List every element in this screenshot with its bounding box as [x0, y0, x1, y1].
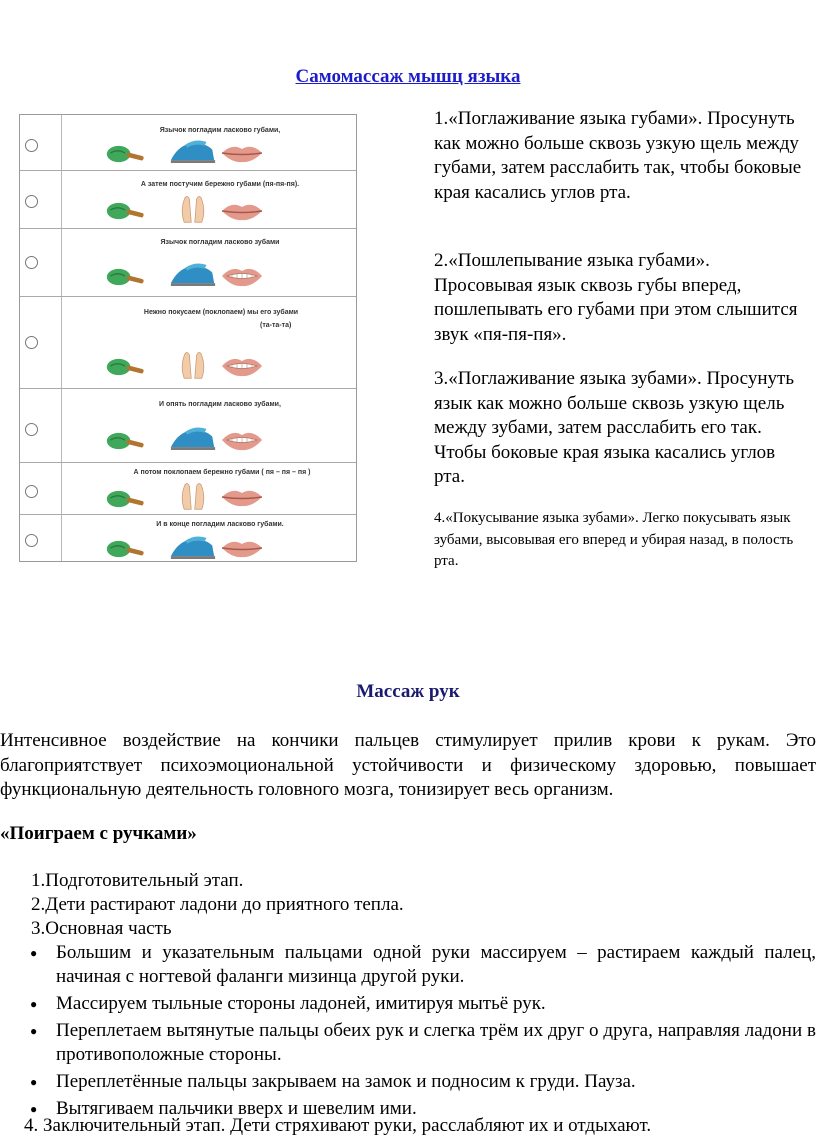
- row-caption: А потом поклопаем бережно губами ( пя – пя – пя ): [133, 469, 311, 476]
- exercise-row: [20, 515, 356, 561]
- step-item: 3.Основная часть: [31, 918, 172, 939]
- exercise-description: 2.«Пошлепывание языка губами». Просовывая язык сквозь губы вперед, пошлепывать его губами при этом слышится звук «пя-пя-пя».: [434, 250, 798, 345]
- bullet-icon: ●: [30, 1024, 38, 1038]
- exercise-row: [20, 229, 356, 297]
- exercise-description: 3.«Поглаживание языка зубами». Просунуть язык как можно больше сквозь узкую щель между зубами, затем расслабить его так. Чтобы боковые края языка касались углов рта.: [434, 368, 794, 487]
- list-item: [0, 1019, 816, 1067]
- tongue-icon: [104, 267, 146, 287]
- tongue-icon: [104, 431, 146, 451]
- hands-icon: [178, 349, 208, 381]
- section-title-tongue-massage: Самомассаж мышц языка: [295, 66, 521, 87]
- row-caption: Язычок погладим ласково зубами: [160, 239, 280, 246]
- list-item: [0, 992, 816, 1016]
- bullet-icon: ●: [30, 1102, 38, 1116]
- exercise-bullet-list: [0, 941, 816, 1124]
- lips-icon: [220, 486, 264, 508]
- lips-icon: [220, 142, 264, 164]
- checkbox-circle: [25, 423, 38, 436]
- exercise-row: [20, 115, 356, 171]
- checkbox-circle: [25, 485, 38, 498]
- checkbox-circle: [25, 256, 38, 269]
- tongue-icon: [104, 539, 146, 559]
- tongue-icon: [104, 357, 146, 377]
- step-item: 2.Дети растирают ладони до приятного тепла.: [31, 894, 404, 915]
- bullet-text: Вытягиваем пальчики вверх и шевелим ими.: [56, 1098, 417, 1119]
- exercise-illustration: [19, 114, 357, 562]
- teeth-icon: [220, 265, 264, 287]
- row-caption: А затем постучим бережно губами (пя-пя-пя).: [140, 181, 300, 188]
- checkbox-circle: [25, 195, 38, 208]
- checkbox-circle: [25, 139, 38, 152]
- iron-icon: [168, 260, 218, 287]
- tongue-icon: [104, 144, 146, 164]
- bullet-text: Переплетённые пальцы закрываем на замок и подносим к груди. Пауза.: [56, 1071, 636, 1092]
- section-title-hand-massage: Массаж рук: [356, 681, 460, 702]
- list-item: [0, 941, 816, 989]
- iron-icon: [168, 424, 218, 451]
- exercise-row: [20, 171, 356, 229]
- checkbox-circle: [25, 336, 38, 349]
- row-caption-sub: (та-та-та): [260, 322, 292, 329]
- exercise-description: 1.«Поглаживание языка губами». Просунуть как можно больше сквозь узкую щель между губами, затем расслабить так, чтобы боковые края касались углов рта.: [434, 108, 802, 203]
- list-item: [0, 1070, 816, 1094]
- tongue-icon: [104, 489, 146, 509]
- hands-icon: [178, 193, 208, 225]
- teeth-icon: [220, 429, 264, 451]
- checkbox-circle: [25, 534, 38, 547]
- iron-icon: [168, 137, 218, 164]
- hands-icon: [178, 480, 208, 512]
- bullet-text: Большим и указательным пальцами одной руки массируем – растираем каждый палец, начиная с ногтевой фаланги мизинца другой руки.: [56, 942, 816, 987]
- teeth-icon: [220, 355, 264, 377]
- lips-icon: [220, 200, 264, 222]
- exercise-row: [20, 297, 356, 389]
- game-subheading: «Поиграем с ручками»: [0, 823, 197, 844]
- iron-icon: [168, 533, 218, 560]
- exercise-description: 4.«Покусывание языка зубами». Легко покусывать язык зубами, высовывая его вперед и убирая назад, в полость рта.: [434, 510, 794, 569]
- row-caption: И в конце погладим ласково губами.: [156, 521, 284, 528]
- row-caption: Нежно покусаем (поклопаем) мы его зубами: [143, 309, 299, 316]
- bullet-text: Переплетаем вытянутые пальцы обеих рук и слегка трём их друг о друга, направляя ладони в противоположные стороны.: [56, 1020, 816, 1065]
- exercise-row: [20, 389, 356, 463]
- bullet-icon: ●: [30, 946, 38, 960]
- exercise-row: [20, 463, 356, 515]
- bullet-icon: ●: [30, 997, 38, 1011]
- row-caption: Язычок погладим ласково губами,: [159, 127, 281, 134]
- bullet-text: Массируем тыльные стороны ладоней, имитируя мытьё рук.: [56, 993, 546, 1014]
- row-caption: И опять погладим ласково зубами,: [159, 401, 281, 408]
- step-item: 1.Подготовительный этап.: [31, 870, 244, 891]
- lips-icon: [220, 537, 264, 559]
- tongue-icon: [104, 201, 146, 221]
- bullet-icon: ●: [30, 1075, 38, 1089]
- final-step: 4. Заключительный этап. Дети стряхивают руки, расслабляют их и отдыхают.: [24, 1115, 652, 1136]
- intro-paragraph: Интенсивное воздействие на кончики пальцев стимулирует прилив крови к рукам. Это благоприятствует психоэмоциональной устойчивости и физическому здоровью, повышает функциональную деятельность головного мозга, тонизирует весь организм.: [0, 730, 816, 800]
